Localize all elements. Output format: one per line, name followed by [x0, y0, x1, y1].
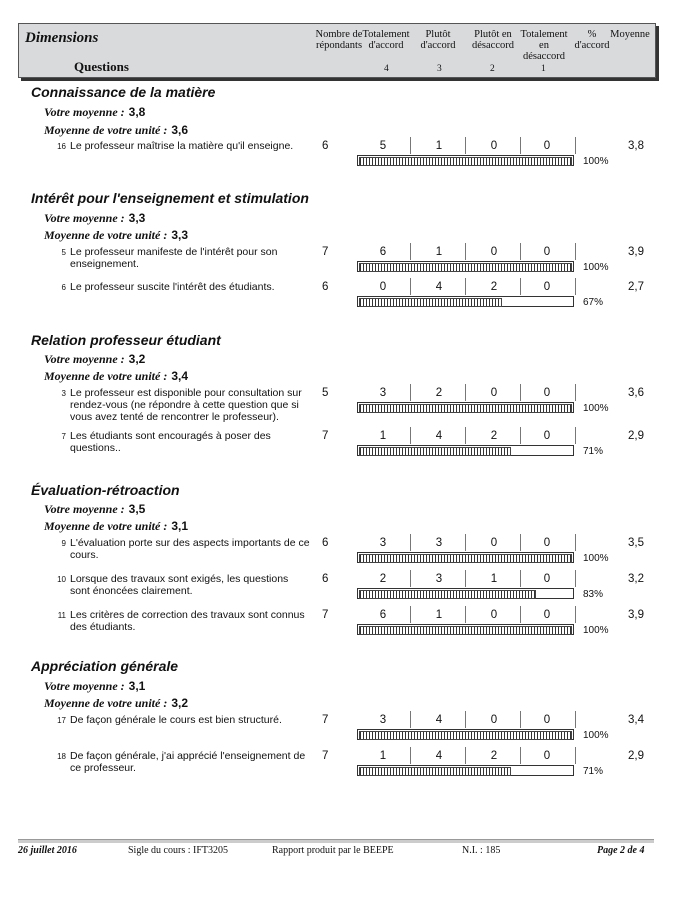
response-count: 4 — [435, 714, 443, 726]
col-totalement-accord: Totalement d'accord — [362, 29, 410, 51]
question-mean: 3,4 — [628, 714, 644, 726]
moyenne-unite: Moyenne de votre unité : 3,2 — [44, 696, 189, 710]
question-number: 18 — [57, 752, 66, 761]
response-count: 0 — [490, 246, 498, 258]
question-text: De façon générale, j'ai apprécié l'enseignement de ce professeur. — [70, 750, 306, 774]
response-count: 1 — [435, 140, 443, 152]
grid-divider — [465, 278, 466, 295]
moyenne-unite: Moyenne de votre unité : 3,1 — [44, 519, 189, 533]
col-num-1: 1 — [541, 64, 546, 74]
question-text: Les critères de correction des travaux sont connus des étudiants. — [70, 609, 305, 633]
votre-moyenne: Votre moyenne : 3,3 — [44, 211, 146, 225]
grid-divider — [410, 427, 411, 444]
response-count: 2 — [435, 387, 443, 399]
response-count: 5 — [379, 140, 387, 152]
respondent-count: 6 — [322, 573, 329, 585]
grid-divider — [465, 747, 466, 764]
response-count: 1 — [379, 430, 387, 442]
votre-moyenne: Votre moyenne : 3,1 — [44, 679, 146, 693]
grid-divider — [575, 427, 576, 444]
grid-divider — [465, 137, 466, 154]
grid-divider — [410, 570, 411, 587]
grid-divider — [520, 534, 521, 551]
grid-divider — [520, 137, 521, 154]
response-count: 1 — [490, 573, 498, 585]
votre-moyenne: Votre moyenne : 3,2 — [44, 352, 146, 366]
grid-divider — [465, 243, 466, 260]
section-title: Appréciation générale — [31, 658, 179, 674]
grid-divider — [465, 384, 466, 401]
response-count: 0 — [543, 281, 551, 293]
response-count: 3 — [379, 537, 387, 549]
response-count: 1 — [379, 750, 387, 762]
grid-divider — [575, 570, 576, 587]
footer-page: Page 2 de 4 — [597, 845, 645, 856]
question-text: Le professeur suscite l'intérêt des étudiants. — [70, 281, 275, 293]
grid-divider — [410, 278, 411, 295]
agreement-bar — [357, 296, 574, 307]
agreement-bar — [357, 445, 574, 456]
col-num-3: 3 — [437, 64, 442, 74]
agreement-percent: 100% — [583, 156, 609, 167]
question-mean: 2,7 — [628, 281, 644, 293]
col-totalement-desaccord: Totalement en désaccord — [520, 29, 568, 62]
response-count: 3 — [435, 573, 443, 585]
agreement-percent: 71% — [583, 446, 604, 457]
agreement-bar-fill — [359, 157, 572, 166]
respondent-count: 7 — [322, 714, 329, 726]
grid-divider — [575, 606, 576, 623]
response-count: 0 — [543, 246, 551, 258]
agreement-percent: 100% — [583, 262, 609, 273]
response-count: 0 — [490, 609, 498, 621]
grid-divider — [410, 534, 411, 551]
question-text: Lorsque des travaux sont exigés, les questions sont énoncées clairement. — [70, 573, 289, 597]
grid-divider — [410, 384, 411, 401]
question-number: 6 — [61, 283, 66, 292]
questions-label: Questions — [74, 59, 129, 74]
col-nombre-repondants: Nombre de répondants — [315, 29, 363, 51]
question-mean: 3,6 — [628, 387, 644, 399]
col-num-2: 2 — [490, 64, 495, 74]
agreement-bar-fill — [359, 626, 572, 635]
respondent-count: 7 — [322, 750, 329, 762]
moyenne-unite: Moyenne de votre unité : 3,3 — [44, 228, 189, 242]
agreement-percent: 100% — [583, 625, 609, 636]
respondent-count: 5 — [322, 387, 329, 399]
grid-divider — [520, 747, 521, 764]
grid-divider — [520, 570, 521, 587]
footer-date: 26 juillet 2016 — [18, 845, 77, 856]
response-count: 4 — [435, 750, 443, 762]
question-mean: 3,2 — [628, 573, 644, 585]
question-mean: 3,9 — [628, 246, 644, 258]
question-text: Le professeur maîtrise la matière qu'il enseigne. — [70, 140, 294, 152]
col-moyenne: Moyenne — [610, 29, 650, 40]
votre-moyenne: Votre moyenne : 3,5 — [44, 502, 146, 516]
grid-divider — [520, 427, 521, 444]
agreement-bar-fill — [359, 298, 502, 307]
response-count: 2 — [490, 281, 498, 293]
grid-divider — [410, 243, 411, 260]
footer-ni: N.I. : 185 — [462, 845, 501, 856]
agreement-bar — [357, 155, 574, 166]
grid-divider — [465, 534, 466, 551]
grid-divider — [575, 534, 576, 551]
grid-divider — [575, 278, 576, 295]
section-title: Connaissance de la matière — [31, 84, 216, 100]
question-number: 7 — [61, 432, 66, 441]
agreement-percent: 67% — [583, 297, 604, 308]
response-count: 0 — [543, 387, 551, 399]
response-count: 3 — [435, 537, 443, 549]
response-count: 0 — [543, 750, 551, 762]
col-plutot-accord: Plutôt d'accord — [420, 29, 456, 51]
grid-divider — [520, 711, 521, 728]
grid-divider — [520, 243, 521, 260]
agreement-bar-fill — [359, 404, 572, 413]
question-mean: 2,9 — [628, 430, 644, 442]
grid-divider — [465, 427, 466, 444]
grid-divider — [410, 711, 411, 728]
respondent-count: 6 — [322, 537, 329, 549]
question-text: Le professeur manifeste de l'intérêt pour son enseignement. — [70, 246, 278, 270]
question-number: 3 — [61, 389, 66, 398]
agreement-percent: 83% — [583, 589, 604, 600]
respondent-count: 6 — [322, 281, 329, 293]
agreement-bar — [357, 765, 574, 776]
agreement-bar-fill — [359, 767, 511, 776]
question-mean: 3,9 — [628, 609, 644, 621]
agreement-bar-fill — [359, 447, 511, 456]
response-count: 0 — [543, 430, 551, 442]
response-count: 3 — [379, 387, 387, 399]
grid-divider — [410, 606, 411, 623]
agreement-bar — [357, 624, 574, 635]
response-count: 0 — [379, 281, 387, 293]
question-text: L'évaluation porte sur des aspects importants de ce cours. — [70, 537, 310, 561]
grid-divider — [575, 137, 576, 154]
grid-divider — [575, 384, 576, 401]
respondent-count: 7 — [322, 430, 329, 442]
response-count: 1 — [435, 246, 443, 258]
grid-divider — [520, 606, 521, 623]
agreement-bar — [357, 402, 574, 413]
question-number: 11 — [57, 611, 66, 620]
footer-rapport: Rapport produit par le BEEPE — [272, 845, 394, 856]
agreement-bar — [357, 261, 574, 272]
response-count: 0 — [543, 537, 551, 549]
col-plutot-desaccord: Plutôt en désaccord — [472, 29, 514, 51]
question-number: 9 — [61, 539, 66, 548]
moyenne-unite: Moyenne de votre unité : 3,4 — [44, 369, 189, 383]
response-count: 6 — [379, 246, 387, 258]
agreement-bar — [357, 552, 574, 563]
response-count: 2 — [490, 750, 498, 762]
votre-moyenne: Votre moyenne : 3,8 — [44, 105, 146, 119]
col-num-4: 4 — [384, 64, 389, 74]
response-count: 6 — [379, 609, 387, 621]
grid-divider — [575, 747, 576, 764]
section-title: Évaluation-rétroaction — [31, 482, 180, 498]
grid-divider — [465, 570, 466, 587]
agreement-percent: 100% — [583, 403, 609, 414]
response-count: 2 — [490, 430, 498, 442]
response-count: 0 — [490, 537, 498, 549]
grid-divider — [575, 243, 576, 260]
response-count: 0 — [490, 140, 498, 152]
response-count: 4 — [435, 430, 443, 442]
grid-divider — [520, 278, 521, 295]
response-count: 1 — [435, 609, 443, 621]
agreement-bar — [357, 729, 574, 740]
question-mean: 2,9 — [628, 750, 644, 762]
agreement-bar-fill — [359, 590, 536, 599]
grid-divider — [410, 747, 411, 764]
question-number: 17 — [57, 716, 66, 725]
agreement-percent: 71% — [583, 766, 604, 777]
agreement-bar-fill — [359, 731, 572, 740]
col-pourcent-accord: % d'accord — [574, 29, 610, 51]
respondent-count: 7 — [322, 246, 329, 258]
question-text: De façon générale le cours est bien structuré. — [70, 714, 282, 726]
agreement-bar — [357, 588, 574, 599]
response-count: 0 — [543, 609, 551, 621]
question-number: 5 — [61, 248, 66, 257]
response-count: 0 — [490, 387, 498, 399]
table-header — [18, 23, 656, 78]
grid-divider — [410, 137, 411, 154]
section-title: Relation professeur étudiant — [31, 332, 221, 348]
section-title: Intérêt pour l'enseignement et stimulation — [31, 190, 309, 206]
grid-divider — [465, 606, 466, 623]
grid-divider — [520, 384, 521, 401]
response-count: 0 — [543, 714, 551, 726]
response-count: 3 — [379, 714, 387, 726]
response-count: 4 — [435, 281, 443, 293]
response-count: 0 — [543, 140, 551, 152]
footer-rule — [18, 839, 654, 843]
question-mean: 3,5 — [628, 537, 644, 549]
agreement-bar-fill — [359, 263, 572, 272]
respondent-count: 6 — [322, 140, 329, 152]
question-text: Le professeur est disponible pour consultation sur rendez-vous (ne répondre à cette question que si vous avez tenté de rencontrer le professeur). — [70, 387, 302, 423]
moyenne-unite: Moyenne de votre unité : 3,6 — [44, 123, 189, 137]
agreement-percent: 100% — [583, 553, 609, 564]
dimensions-label: Dimensions — [25, 30, 99, 46]
question-mean: 3,8 — [628, 140, 644, 152]
respondent-count: 7 — [322, 609, 329, 621]
agreement-bar-fill — [359, 554, 572, 563]
response-count: 2 — [379, 573, 387, 585]
response-count: 0 — [490, 714, 498, 726]
question-number: 10 — [57, 575, 66, 584]
question-text: Les étudiants sont encouragés à poser des questions.. — [70, 430, 271, 454]
question-number: 16 — [57, 142, 66, 151]
agreement-percent: 100% — [583, 730, 609, 741]
response-count: 0 — [543, 573, 551, 585]
footer-sigle: Sigle du cours : IFT3205 — [128, 845, 228, 856]
grid-divider — [465, 711, 466, 728]
grid-divider — [575, 711, 576, 728]
